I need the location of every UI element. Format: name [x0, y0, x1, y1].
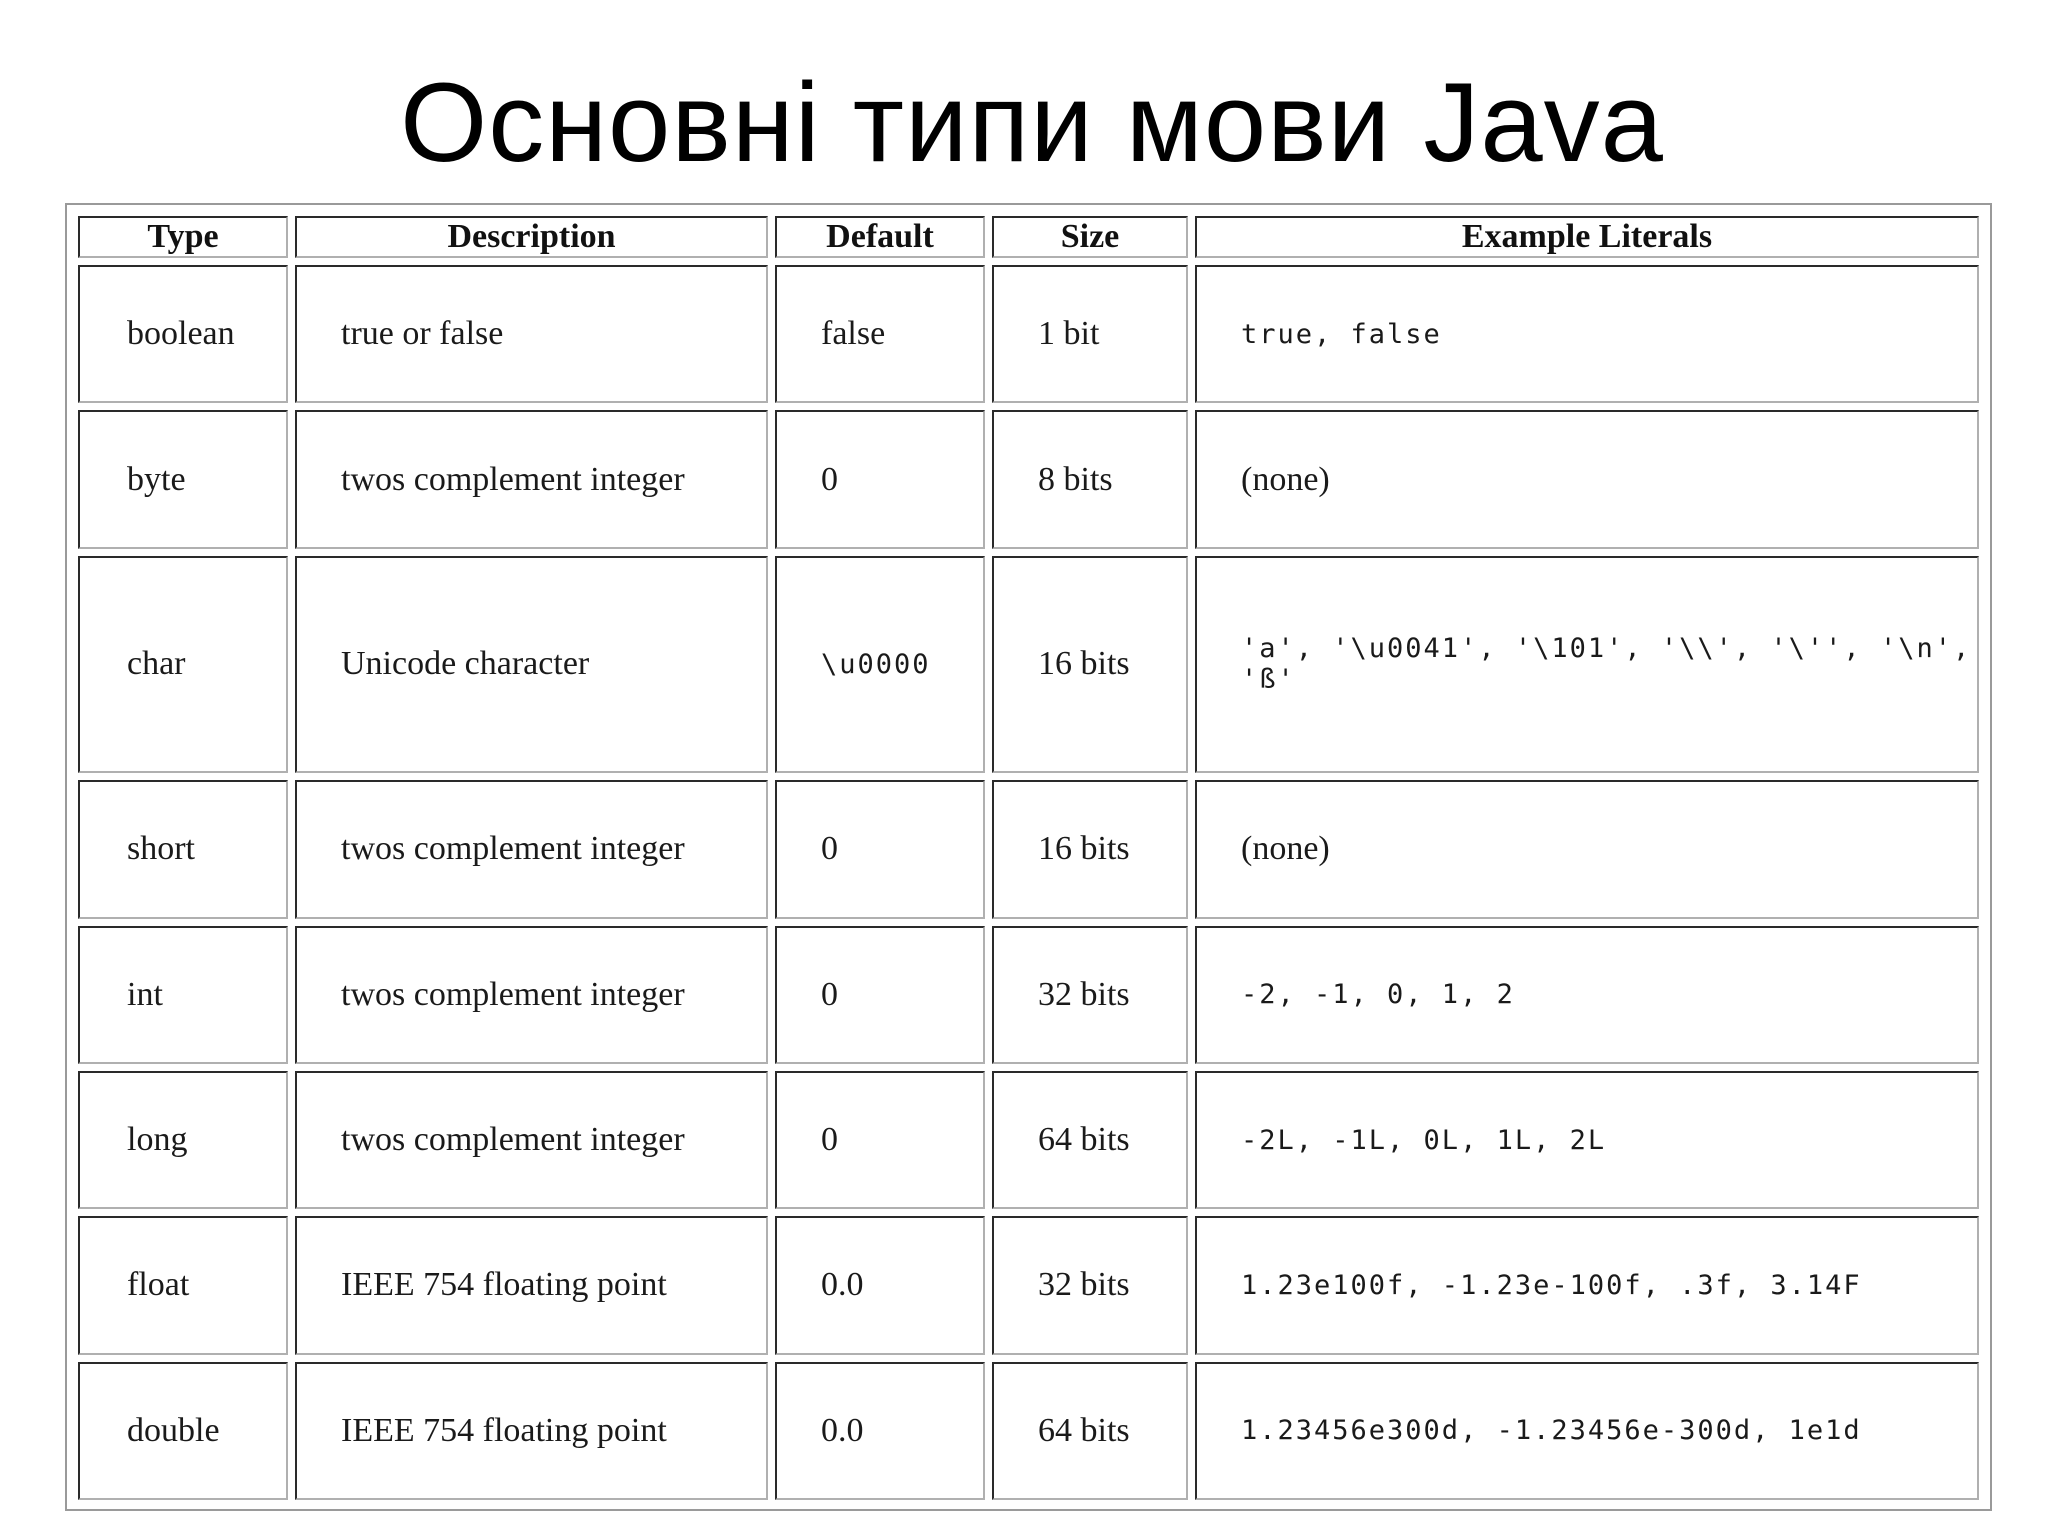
cell-type: byte: [78, 410, 288, 548]
header-type: Type: [78, 216, 288, 258]
cell-size: 64 bits: [992, 1071, 1188, 1209]
table-header-row: [78, 216, 1979, 258]
table-row: [78, 410, 1979, 548]
cell-default: 0: [775, 780, 985, 918]
cell-example-literals: 'a', '\u0041', '\101', '\\', '\'', '\n', 'ß': [1195, 556, 1979, 773]
cell-size: 16 bits: [992, 556, 1188, 773]
cell-example-literals: (none): [1195, 410, 1979, 548]
cell-description: twos complement integer: [295, 926, 768, 1064]
cell-example-literals: (none): [1195, 780, 1979, 918]
cell-size: 8 bits: [992, 410, 1188, 548]
header-size: Size: [992, 216, 1188, 258]
cell-description: twos complement integer: [295, 1071, 768, 1209]
table-row: [78, 926, 1979, 1064]
cell-size: 16 bits: [992, 780, 1188, 918]
cell-type: int: [78, 926, 288, 1064]
cell-description: twos complement integer: [295, 410, 768, 548]
cell-size: 32 bits: [992, 926, 1188, 1064]
cell-description: true or false: [295, 265, 768, 403]
cell-type: short: [78, 780, 288, 918]
header-default: Default: [775, 216, 985, 258]
table-row: [78, 265, 1979, 403]
cell-default: 0.0: [775, 1216, 985, 1354]
cell-description: IEEE 754 floating point: [295, 1362, 768, 1500]
table-row: [78, 1362, 1979, 1500]
cell-size: 32 bits: [992, 1216, 1188, 1354]
cell-description: Unicode character: [295, 556, 768, 773]
cell-example-literals: true, false: [1195, 265, 1979, 403]
table-row: [78, 780, 1979, 918]
cell-type: char: [78, 556, 288, 773]
cell-description: IEEE 754 floating point: [295, 1216, 768, 1354]
cell-type: double: [78, 1362, 288, 1500]
cell-type: boolean: [78, 265, 288, 403]
header-example-literals: Example Literals: [1195, 216, 1979, 258]
cell-example-literals: -2L, -1L, 0L, 1L, 2L: [1195, 1071, 1979, 1209]
cell-default: 0: [775, 926, 985, 1064]
cell-default: \u0000: [775, 556, 985, 773]
table-row: [78, 556, 1979, 773]
cell-type: long: [78, 1071, 288, 1209]
header-description: Description: [295, 216, 768, 258]
cell-default: 0.0: [775, 1362, 985, 1500]
cell-type: float: [78, 1216, 288, 1354]
types-table-frame: [65, 203, 1992, 1511]
cell-default: 0: [775, 1071, 985, 1209]
java-types-table: [71, 209, 1986, 1507]
cell-example-literals: 1.23456e300d, -1.23456e-300d, 1e1d: [1195, 1362, 1979, 1500]
slide-title: Основні типи мови Java: [400, 60, 1664, 185]
cell-size: 1 bit: [992, 265, 1188, 403]
table-row: [78, 1216, 1979, 1354]
table-row: [78, 1071, 1979, 1209]
cell-size: 64 bits: [992, 1362, 1188, 1500]
cell-description: twos complement integer: [295, 780, 768, 918]
cell-example-literals: -2, -1, 0, 1, 2: [1195, 926, 1979, 1064]
cell-default: false: [775, 265, 985, 403]
cell-example-literals: 1.23e100f, -1.23e-100f, .3f, 3.14F: [1195, 1216, 1979, 1354]
cell-default: 0: [775, 410, 985, 548]
